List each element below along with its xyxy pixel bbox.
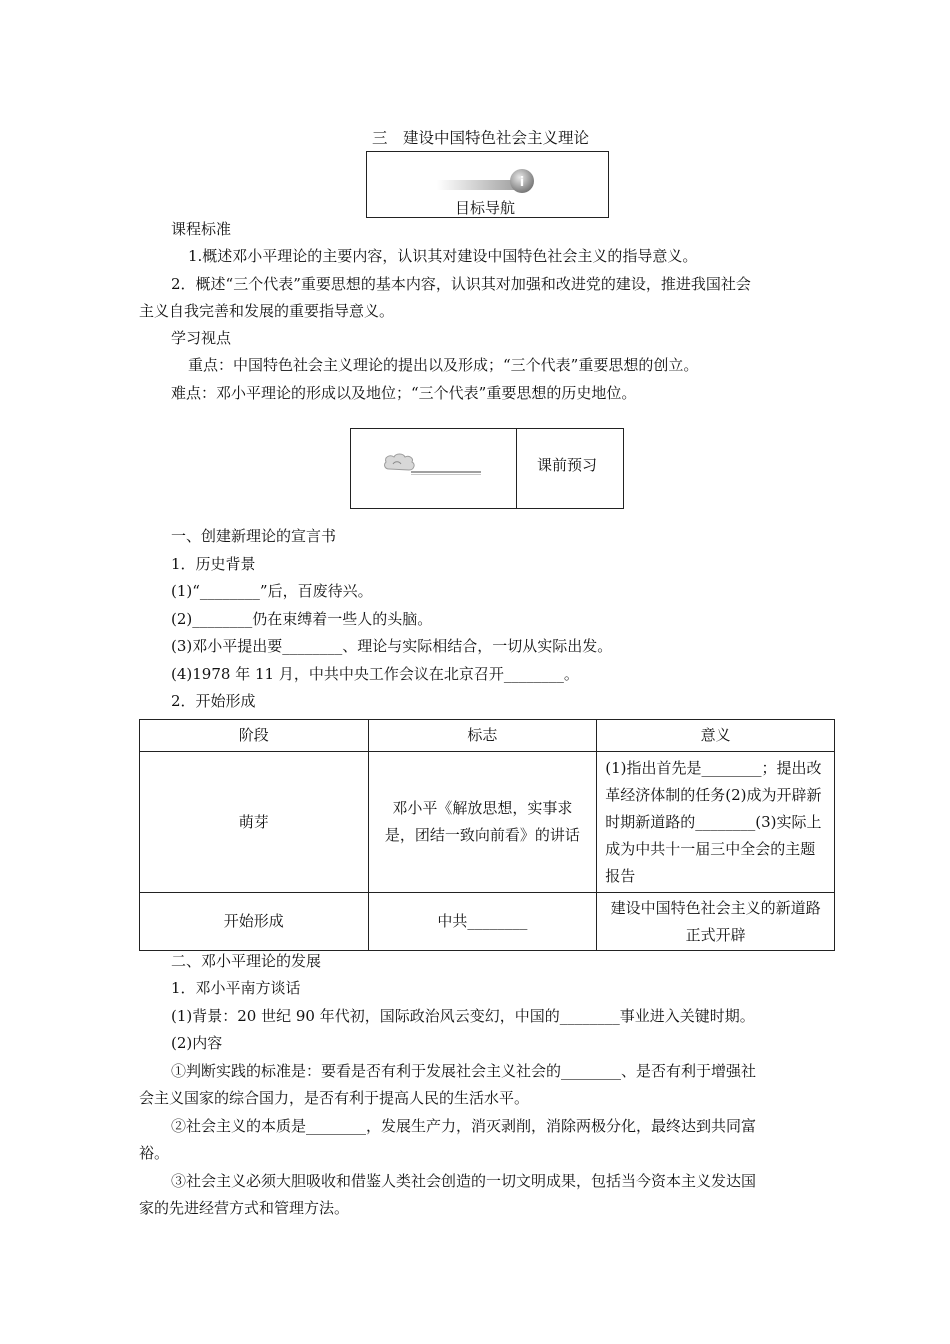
- section-2-heading: 二、邓小平理论的发展: [171, 952, 322, 970]
- section-1-item-4: (4)1978 年 11 月，中共中央工作会议在北京召开________。: [171, 665, 579, 683]
- table-header-row: [140, 720, 835, 752]
- section-2-sub-1: 1．邓小平南方谈话: [171, 979, 301, 997]
- cloud-scroll-icon: [381, 447, 491, 487]
- section-1-heading: 一、创建新理论的宣言书: [171, 527, 337, 545]
- course-standard-item-2-line-1: 2．概述“三个代表”重要思想的基本内容，认识其对加强和改进党的建设，推进我国社会: [171, 275, 751, 293]
- section-2-content-1-line-1: ①判断实践的标准是：要看是否有利于发展社会主义社会的________、是否有利于增强社: [171, 1062, 757, 1080]
- section-1-item-3: (3)邓小平提出要________、理论与实际相结合，一切从实际出发。: [171, 637, 613, 655]
- section-1-item-1: (1)“________”后，百废待兴。: [171, 582, 373, 600]
- table-header-cell: 标志: [368, 720, 597, 752]
- table-cell-mark: 中共________: [368, 893, 597, 951]
- course-standard-item-2-line-2: 主义自我完善和发展的重要指导意义。: [139, 302, 395, 320]
- section-1-item-2: (2)________仍在束缚着一些人的头脑。: [171, 610, 433, 628]
- svg-text:i: i: [519, 175, 525, 190]
- section-2-content-3-line-2: 家的先进经营方式和管理方法。: [139, 1199, 350, 1217]
- table-cell-meaning: (1)指出首先是________；提出改革经济体制的任务(2)成为开辟新时期新道路的________(3)实际上成为中共十一届三中全会的主题报告: [597, 752, 835, 893]
- section-2-content-2-line-2: 裕。: [139, 1144, 170, 1162]
- section-2-content-2-line-1: ②社会主义的本质是________，发展生产力，消灭剥削，消除两极分化，最终达到共同富: [171, 1117, 757, 1135]
- section-2-content-heading: (2)内容: [171, 1034, 223, 1052]
- section-2-content-1-line-2: 会主义国家的综合国力，是否有利于提高人民的生活水平。: [139, 1089, 530, 1107]
- nav-banner-label: 目标导航: [455, 199, 516, 217]
- preview-banner-label: 课前预习: [537, 456, 598, 474]
- nav-banner-box: [366, 151, 609, 218]
- course-standard-heading: 课程标准: [171, 220, 232, 238]
- preview-banner-box: [350, 428, 624, 509]
- section-2-background: (1)背景：20 世纪 90 年代初，国际政治风云变幻，中国的________事业进入关键时期。: [171, 1007, 755, 1025]
- study-focus-heading: 学习视点: [171, 329, 232, 347]
- section-1-sub-2: 2．开始形成: [171, 692, 256, 710]
- formation-table: [139, 719, 835, 951]
- course-standard-item-1: 1.概述邓小平理论的主要内容，认识其对建设中国特色社会主义的指导意义。: [188, 247, 698, 265]
- section-1-sub-1: 1．历史背景: [171, 555, 256, 573]
- table-cell-mark: 邓小平《解放思想，实事求是，团结一致向前看》的讲话: [368, 752, 597, 893]
- section-2-content-3-line-1: ③社会主义必须大胆吸收和借鉴人类社会创造的一切文明成果，包括当今资本主义发达国: [171, 1172, 757, 1190]
- study-focus-difficult-points: 难点：邓小平理论的形成以及地位；“三个代表”重要思想的历史地位。: [171, 384, 637, 402]
- page-title: 三 建设中国特色社会主义理论: [372, 129, 590, 147]
- table-row: [140, 752, 835, 893]
- info-bar-icon: [437, 166, 547, 200]
- table-cell-stage: 萌芽: [140, 752, 369, 893]
- table-header-cell: 阶段: [140, 720, 369, 752]
- table-cell-meaning: 建设中国特色社会主义的新道路正式开辟: [597, 893, 835, 951]
- table-cell-stage: 开始形成: [140, 893, 369, 951]
- preview-banner-divider: [516, 429, 517, 508]
- study-focus-key-points: 重点：中国特色社会主义理论的提出以及形成；“三个代表”重要思想的创立。: [188, 356, 699, 374]
- table-header-cell: 意义: [597, 720, 835, 752]
- table-row: [140, 893, 835, 951]
